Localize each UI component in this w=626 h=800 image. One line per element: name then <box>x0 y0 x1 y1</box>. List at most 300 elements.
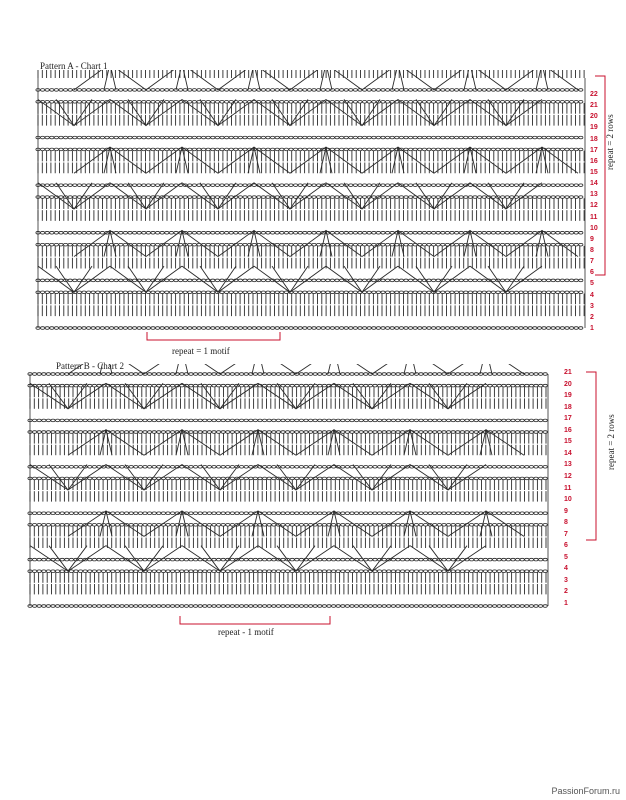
chain-stitch <box>257 196 261 199</box>
chain-stitch <box>183 89 187 92</box>
chain-stitch <box>220 148 224 151</box>
chain-stitch <box>188 327 192 330</box>
chain-stitch <box>473 327 477 330</box>
chain-stitch <box>534 524 538 527</box>
chain-stitch <box>445 279 449 282</box>
chain-stitch <box>501 327 505 330</box>
chain-stitch <box>174 279 178 282</box>
chain-stitch <box>280 291 284 294</box>
chain-stitch <box>451 570 455 573</box>
chain-stitch <box>482 243 486 246</box>
chain-stitch <box>215 196 219 199</box>
chain-stitch <box>180 558 184 561</box>
chain-stitch <box>211 279 215 282</box>
chain-stitch <box>355 431 359 434</box>
chain-stitch <box>442 466 446 469</box>
chain-stitch <box>358 184 362 187</box>
chain-stitch <box>382 431 386 434</box>
chain-stitch <box>299 524 303 527</box>
chain-stitch <box>79 477 83 480</box>
chain-stitch <box>65 466 69 469</box>
chain-stitch <box>203 431 207 434</box>
chain-stitch <box>258 477 262 480</box>
chain-stitch <box>137 327 141 330</box>
chain-stitch <box>344 101 348 104</box>
chain-stitch <box>68 327 72 330</box>
chain-stitch <box>455 231 459 234</box>
chain-stitch <box>211 243 215 246</box>
chain-stitch <box>92 605 96 608</box>
chain-stitch <box>482 196 486 199</box>
chain-stitch <box>64 243 68 246</box>
chain-stitch <box>226 524 230 527</box>
chain-stitch <box>41 243 45 246</box>
chain-stitch <box>455 148 459 151</box>
chain-stitch <box>169 231 173 234</box>
chain-stitch <box>97 431 101 434</box>
chain-stitch <box>286 431 290 434</box>
chain-stitch <box>189 477 193 480</box>
chain-stitch <box>551 184 555 187</box>
chain-stitch <box>506 512 510 515</box>
chain-stitch <box>161 570 165 573</box>
chain-stitch <box>152 524 156 527</box>
chain-stitch <box>465 605 469 608</box>
chain-stitch <box>114 148 118 151</box>
chain-stitch <box>516 558 520 561</box>
chain-stitch <box>151 184 155 187</box>
chain-stitch <box>422 291 426 294</box>
chain-stitch <box>253 419 257 422</box>
chain-stitch <box>77 196 81 199</box>
chain-stitch <box>359 431 363 434</box>
chain-stitch <box>520 570 524 573</box>
chain-stitch <box>424 605 428 608</box>
chain-stitch <box>263 570 267 573</box>
chain-stitch <box>272 605 276 608</box>
chain-stitch <box>474 558 478 561</box>
chain-stitch <box>367 291 371 294</box>
chain-stitch <box>335 243 339 246</box>
chain-stitch <box>327 419 331 422</box>
chain-stitch <box>166 512 170 515</box>
stitch-row <box>38 103 584 114</box>
chain-stitch <box>294 184 298 187</box>
chain-stitch <box>138 512 142 515</box>
chain-stitch <box>381 184 385 187</box>
chain-stitch <box>284 89 288 92</box>
chain-stitch <box>501 101 505 104</box>
chain-stitch <box>123 279 127 282</box>
chain-stitch <box>82 231 86 234</box>
chain-stitch <box>100 327 104 330</box>
chain-stitch <box>69 558 73 561</box>
chain-stitch <box>404 196 408 199</box>
chain-stitch <box>367 243 371 246</box>
chain-stitch <box>353 184 357 187</box>
chain-stitch <box>511 512 515 515</box>
chain-stitch <box>427 231 431 234</box>
chain-stitch <box>217 605 221 608</box>
chain-stitch <box>143 477 147 480</box>
chain-stitch <box>65 524 69 527</box>
chain-stitch <box>203 419 207 422</box>
chain-stitch <box>418 148 422 151</box>
chain-stitch <box>91 231 95 234</box>
chain-stitch <box>45 243 49 246</box>
chain-stitch <box>470 477 474 480</box>
chain-stitch <box>257 291 261 294</box>
chain-stitch <box>230 570 234 573</box>
chain-stitch <box>307 89 311 92</box>
chain-stitch <box>88 570 92 573</box>
chain-stitch <box>281 466 285 469</box>
chain-stitch <box>317 184 321 187</box>
chain-stitch <box>340 243 344 246</box>
chart-b-diagram <box>18 364 618 640</box>
chain-stitch <box>436 327 440 330</box>
chain-stitch <box>97 466 101 469</box>
chain-stitch <box>73 327 77 330</box>
chain-stitch <box>547 148 551 151</box>
chain-stitch <box>510 231 514 234</box>
chain-row <box>28 605 547 608</box>
chain-stitch <box>528 148 532 151</box>
chain-stitch <box>574 231 578 234</box>
chain-stitch <box>275 279 279 282</box>
chain-stitch <box>263 419 267 422</box>
chain-stitch <box>243 184 247 187</box>
chain-stitch <box>230 558 234 561</box>
chain-stitch <box>238 291 242 294</box>
chain-stitch <box>404 291 408 294</box>
chain-row <box>36 196 583 199</box>
chain-stitch <box>382 558 386 561</box>
chain-stitch <box>46 558 50 561</box>
chain-stitch <box>313 512 317 515</box>
chain-stitch <box>381 231 385 234</box>
chain-stitch <box>134 512 138 515</box>
chain-stitch <box>409 89 413 92</box>
chain-stitch <box>267 419 271 422</box>
chain-stitch <box>414 431 418 434</box>
chain-stitch <box>330 243 334 246</box>
chain-stitch <box>280 231 284 234</box>
chain-stitch <box>42 512 46 515</box>
chain-stitch <box>359 477 363 480</box>
chain-stitch <box>312 136 316 139</box>
chain-stitch <box>525 570 529 573</box>
chain-stitch <box>506 431 510 434</box>
chain-stitch <box>409 327 413 330</box>
chain-stitch <box>381 291 385 294</box>
chain-stitch <box>281 524 285 527</box>
chain-stitch <box>68 89 72 92</box>
chain-stitch <box>143 605 147 608</box>
chain-stitch <box>422 243 426 246</box>
chain-stitch <box>120 558 124 561</box>
chain-stitch <box>551 279 555 282</box>
chain-stitch <box>556 184 560 187</box>
chain-stitch <box>410 570 414 573</box>
chain-stitch <box>404 243 408 246</box>
chain-stitch <box>404 136 408 139</box>
chain-stitch <box>221 431 225 434</box>
chain-stitch <box>367 136 371 139</box>
chain-stitch <box>312 291 316 294</box>
chain-stitch <box>312 89 316 92</box>
chain-stitch <box>428 512 432 515</box>
chain-stitch <box>192 231 196 234</box>
chain-row <box>36 184 583 187</box>
chain-stitch <box>322 524 326 527</box>
chain-stitch <box>427 279 431 282</box>
chain-stitch <box>197 243 201 246</box>
chain-stitch <box>488 524 492 527</box>
chain-stitch <box>226 558 230 561</box>
chain-stitch <box>171 431 175 434</box>
chain-stitch <box>404 184 408 187</box>
chain-stitch <box>138 431 142 434</box>
chain-stitch <box>359 605 363 608</box>
chain-stitch <box>372 136 376 139</box>
chain-stitch <box>298 291 302 294</box>
chain-stitch <box>496 101 500 104</box>
chain-stitch <box>525 605 529 608</box>
chain-stitch <box>427 101 431 104</box>
chain-stitch <box>281 512 285 515</box>
chain-stitch <box>345 605 349 608</box>
chain-stitch <box>198 558 202 561</box>
chain-stitch <box>171 477 175 480</box>
chain-stitch <box>307 184 311 187</box>
chain-stitch <box>51 466 55 469</box>
chain-stitch <box>243 327 247 330</box>
chain-stitch <box>244 570 248 573</box>
chain-stitch <box>433 419 437 422</box>
chain-stitch <box>179 196 183 199</box>
chain-stitch <box>368 431 372 434</box>
chain-stitch <box>382 466 386 469</box>
chain-stitch <box>97 524 101 527</box>
chain-stitch <box>363 184 367 187</box>
chain-stitch <box>304 431 308 434</box>
chain-stitch <box>506 570 510 573</box>
chain-stitch <box>211 101 215 104</box>
chain-stitch <box>257 279 261 282</box>
chain-stitch <box>570 101 574 104</box>
chain-stitch <box>505 136 509 139</box>
chain-stitch <box>516 570 520 573</box>
chain-stitch <box>77 327 81 330</box>
chain-stitch <box>148 419 152 422</box>
chain-stitch <box>410 605 414 608</box>
row-number: 1 <box>590 325 594 332</box>
chain-stitch <box>547 196 551 199</box>
chain-stitch <box>115 466 119 469</box>
chain-stitch <box>240 477 244 480</box>
chain-stitch <box>119 136 123 139</box>
chain-stitch <box>433 477 437 480</box>
chain-stitch <box>64 136 68 139</box>
chain-stitch <box>335 231 339 234</box>
row-number: 8 <box>590 247 594 254</box>
chain-stitch <box>445 89 449 92</box>
chain-stitch <box>257 89 261 92</box>
chain-stitch <box>528 279 532 282</box>
chain-stitch <box>240 558 244 561</box>
chain-stitch <box>165 279 169 282</box>
chain-stitch <box>165 243 169 246</box>
chain-stitch <box>336 419 340 422</box>
chart-a-repeat-motif: repeat = 1 motif <box>172 346 230 356</box>
chain-stitch <box>211 196 215 199</box>
chain-stitch <box>60 558 64 561</box>
chain-stitch <box>478 327 482 330</box>
chain-stitch <box>54 148 58 151</box>
chain-stitch <box>143 558 147 561</box>
chain-stitch <box>321 196 325 199</box>
chain-stitch <box>533 196 537 199</box>
chain-stitch <box>87 231 91 234</box>
chain-stitch <box>220 184 224 187</box>
chain-stitch <box>436 231 440 234</box>
chain-stitch <box>372 184 376 187</box>
chain-stitch <box>123 136 127 139</box>
chain-stitch <box>464 279 468 282</box>
chain-stitch <box>516 466 520 469</box>
chain-stitch <box>340 148 344 151</box>
chain-stitch <box>344 231 348 234</box>
chain-stitch <box>137 291 141 294</box>
chain-stitch <box>59 279 63 282</box>
chain-stitch <box>87 89 91 92</box>
chain-stitch <box>261 291 265 294</box>
chain-stitch <box>355 605 359 608</box>
chain-stitch <box>447 605 451 608</box>
chain-stitch <box>491 243 495 246</box>
chain-stitch <box>317 231 321 234</box>
chain-stitch <box>419 605 423 608</box>
chain-stitch <box>51 605 55 608</box>
chain-stitch <box>318 512 322 515</box>
chain-stitch <box>294 231 298 234</box>
chain-stitch <box>207 419 211 422</box>
chain-stitch <box>405 419 409 422</box>
chain-stitch <box>514 291 518 294</box>
chain-stitch <box>215 148 219 151</box>
chain-stitch <box>234 327 238 330</box>
chain-stitch <box>322 431 326 434</box>
chain-stitch <box>437 512 441 515</box>
chain-stitch <box>60 512 64 515</box>
chain-stitch <box>146 231 150 234</box>
chain-stitch <box>51 431 55 434</box>
chain-stitch <box>244 466 248 469</box>
chain-row <box>28 524 547 527</box>
chain-stitch <box>151 291 155 294</box>
chain-stitch <box>238 196 242 199</box>
chain-stitch <box>234 136 238 139</box>
chain-stitch <box>68 243 72 246</box>
chain-stitch <box>37 558 41 561</box>
chain-stitch <box>386 327 390 330</box>
chain-stitch <box>299 512 303 515</box>
chain-stitch <box>312 231 316 234</box>
chain-stitch <box>363 231 367 234</box>
chain-stitch <box>519 148 523 151</box>
chain-stitch <box>353 148 357 151</box>
chain-stitch <box>525 466 529 469</box>
chain-stitch <box>534 570 538 573</box>
chain-stitch <box>401 431 405 434</box>
chain-stitch <box>437 524 441 527</box>
chain-stitch <box>376 148 380 151</box>
chain-stitch <box>133 101 137 104</box>
chain-stitch <box>529 512 533 515</box>
chain-stitch <box>506 477 510 480</box>
chain-stitch <box>353 327 357 330</box>
chain-stitch <box>88 466 92 469</box>
chain-stitch <box>437 466 441 469</box>
chain-stitch <box>510 279 514 282</box>
chain-stitch <box>322 558 326 561</box>
chain-stitch <box>528 327 532 330</box>
chain-stitch <box>272 419 276 422</box>
chain-stitch <box>206 327 210 330</box>
chain-stitch <box>473 196 477 199</box>
chain-stitch <box>520 419 524 422</box>
chain-stitch <box>482 136 486 139</box>
chain-stitch <box>560 291 564 294</box>
chain-stitch <box>445 196 449 199</box>
chain-stitch <box>414 512 418 515</box>
chain-stitch <box>238 279 242 282</box>
chain-stitch <box>312 184 316 187</box>
chain-stitch <box>387 605 391 608</box>
stitch-row <box>38 70 584 78</box>
chain-stitch <box>240 524 244 527</box>
chain-stitch <box>220 136 224 139</box>
chain-stitch <box>137 101 141 104</box>
chain-stitch <box>261 327 265 330</box>
chain-stitch <box>447 419 451 422</box>
chain-stitch <box>482 291 486 294</box>
chain-stitch <box>340 196 344 199</box>
chain-stitch <box>478 184 482 187</box>
chain-stitch <box>505 101 509 104</box>
chain-stitch <box>33 431 37 434</box>
chain-stitch <box>105 327 109 330</box>
chain-stitch <box>413 184 417 187</box>
chain-stitch <box>142 231 146 234</box>
chain-stitch <box>37 419 41 422</box>
chain-stitch <box>427 136 431 139</box>
chain-stitch <box>390 101 394 104</box>
chain-stitch <box>235 431 239 434</box>
chain-stitch <box>225 101 229 104</box>
chain-stitch <box>447 524 451 527</box>
chain-stitch <box>271 231 275 234</box>
chain-stitch <box>368 524 372 527</box>
chain-stitch <box>33 524 37 527</box>
chain-stitch <box>441 327 445 330</box>
chain-stitch <box>77 243 81 246</box>
chain-stitch <box>128 291 132 294</box>
stitch-row <box>30 572 546 582</box>
chain-stitch <box>151 327 155 330</box>
chain-stitch <box>119 327 123 330</box>
